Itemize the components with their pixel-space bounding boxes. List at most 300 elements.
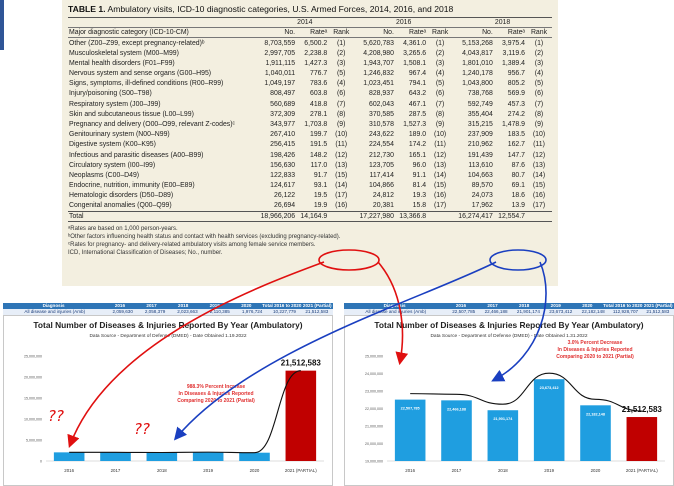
y-tick-label: 23,000,000 bbox=[365, 389, 383, 394]
value-cell: 256,415 bbox=[270, 141, 296, 149]
y-tick-label: 20,000,000 bbox=[365, 442, 383, 446]
data-label: 2,059,630 bbox=[60, 446, 78, 451]
value-cell: 457.3 bbox=[507, 100, 525, 108]
value-cell: (12) bbox=[335, 151, 348, 159]
value-cell: 237,909 bbox=[467, 131, 493, 139]
value-cell: 122,833 bbox=[270, 171, 296, 179]
value-cell: 147.7 bbox=[507, 151, 525, 159]
value-cell: (5) bbox=[337, 70, 346, 78]
value-cell: (16) bbox=[335, 202, 348, 210]
value-cell: 1,703.8 bbox=[304, 120, 328, 128]
value-cell: (10) bbox=[335, 131, 348, 139]
chart-subtitle: Data Source - Department of Defense (DMED) - Date Obtained 1.31.2022 bbox=[430, 334, 588, 339]
value-cell: 967.4 bbox=[408, 70, 427, 78]
bar bbox=[147, 453, 178, 461]
value-cell: 1,389.4 bbox=[502, 59, 525, 67]
value-cell: 91.7 bbox=[313, 171, 328, 179]
data-label: 22,507,785 bbox=[400, 406, 420, 411]
value-cell: 1,043,800 bbox=[462, 80, 493, 88]
value-cell: (11) bbox=[434, 141, 446, 149]
handwritten-question-mark: ?? bbox=[48, 407, 64, 425]
value-cell: 198,426 bbox=[270, 151, 296, 159]
value-cell: (8) bbox=[534, 110, 544, 118]
value-cell: 4,043,817 bbox=[462, 49, 493, 57]
value-cell: (16) bbox=[532, 192, 546, 200]
category-cell: Pregnancy and delivery (O00–O99, relevant Z-codes)ᶜ bbox=[69, 120, 235, 128]
x-tick-label: 2021 (PARTIAL) bbox=[625, 468, 658, 473]
value-cell: 12,554.7 bbox=[494, 211, 526, 221]
value-cell: 372,309 bbox=[270, 110, 296, 118]
category-cell: Hematologic disorders (D50–D89) bbox=[69, 192, 174, 200]
category-cell: Digestive system (K00–K95) bbox=[69, 141, 156, 149]
category-cell: Skin and subcutaneous tissue (L00–L99) bbox=[69, 110, 194, 118]
value-cell: 17,962 bbox=[471, 202, 493, 210]
value-cell: (1) bbox=[534, 39, 544, 47]
value-cell: 4,361.0 bbox=[403, 39, 427, 47]
table-row bbox=[68, 181, 552, 191]
data-table-cell: 21,512,583 bbox=[646, 309, 670, 314]
table-row bbox=[68, 68, 552, 78]
value-cell: 93.1 bbox=[313, 182, 328, 190]
value-cell: 212,730 bbox=[369, 151, 394, 159]
data-table-cell: 2,058,379 bbox=[144, 309, 166, 314]
chart-panel-left bbox=[3, 315, 333, 486]
value-cell: 3,975.4 bbox=[502, 39, 525, 47]
value-cell: (12) bbox=[532, 151, 546, 159]
value-cell: 278.1 bbox=[309, 110, 328, 118]
value-cell: (7) bbox=[337, 100, 346, 108]
value-cell: 1,040,011 bbox=[264, 70, 296, 78]
value-cell: 343,977 bbox=[270, 120, 296, 128]
table-row bbox=[68, 170, 552, 180]
no-column-header: No. bbox=[255, 28, 296, 38]
value-cell: (6) bbox=[534, 90, 544, 98]
data-table-header: Diagnosis bbox=[383, 303, 406, 308]
table-row bbox=[68, 160, 552, 170]
ambulatory-visits-table bbox=[68, 17, 552, 222]
value-cell: 3,119.6 bbox=[502, 49, 525, 57]
x-tick-label: 2017 bbox=[110, 468, 121, 473]
value-cell: 17,227,980 bbox=[354, 211, 395, 221]
y-tick-label: 15,000,000 bbox=[24, 396, 42, 401]
data-table-cell: All disease and injuries (Amb) bbox=[24, 309, 86, 314]
value-cell: 104,866 bbox=[369, 182, 394, 190]
x-tick-label: 2020 bbox=[590, 468, 601, 473]
data-label: 2,058,379 bbox=[107, 446, 124, 451]
value-cell: 117.0 bbox=[310, 161, 328, 169]
table-row bbox=[68, 38, 552, 48]
value-cell: 104,663 bbox=[467, 171, 493, 179]
chart-title: Total Number of Diseases & Injuries Reported By Year (Ambulatory) bbox=[33, 320, 303, 330]
bar bbox=[54, 452, 85, 461]
value-cell: (2) bbox=[534, 49, 544, 57]
value-cell: 4,208,980 bbox=[363, 49, 394, 57]
value-cell: 569.9 bbox=[507, 90, 525, 98]
value-cell: (8) bbox=[337, 110, 346, 118]
category-cell: Nervous system and sense organs (G00–H95) bbox=[69, 70, 212, 78]
table-row bbox=[68, 89, 552, 99]
value-cell: 956.7 bbox=[507, 70, 525, 78]
data-table-cell: All disease and injuries (Amb) bbox=[365, 309, 427, 314]
value-cell: 13,366.8 bbox=[395, 211, 427, 221]
value-cell: 1,508.1 bbox=[403, 59, 427, 67]
rank-column-header: Rank bbox=[328, 28, 354, 38]
data-table-cell: 2,059,630 bbox=[112, 309, 133, 314]
value-cell: 199.7 bbox=[309, 131, 328, 139]
value-cell: 603.8 bbox=[309, 90, 328, 98]
value-cell: (5) bbox=[534, 80, 544, 88]
table-row bbox=[68, 58, 552, 68]
value-cell: 19.5 bbox=[313, 192, 328, 200]
x-tick-label: 2020 bbox=[249, 468, 260, 473]
value-cell: 117,414 bbox=[369, 171, 394, 179]
category-cell: Signs, symptoms, ill-defined conditions (R00–R99) bbox=[69, 80, 224, 88]
value-cell: 210,962 bbox=[467, 141, 493, 149]
table-row bbox=[68, 201, 552, 211]
data-table-header: 2020 bbox=[241, 303, 252, 308]
value-cell: (14) bbox=[532, 171, 546, 179]
annotation-text: In Diseases & Injuries Reported bbox=[178, 391, 254, 397]
value-cell: (9) bbox=[337, 120, 346, 128]
chart-left bbox=[4, 316, 332, 485]
value-cell: 89,570 bbox=[471, 182, 493, 190]
bar bbox=[100, 452, 131, 461]
x-tick-label: 2021 (PARTIAL) bbox=[284, 468, 317, 473]
footnote: ICD, International Classification of Diseases; No., number. bbox=[68, 249, 223, 256]
value-cell: (4) bbox=[435, 70, 445, 78]
category-column-header: Major diagnostic category (ICD-10-CM) bbox=[68, 28, 255, 38]
value-cell: 69.1 bbox=[511, 182, 525, 190]
data-table-header: 2018 bbox=[178, 303, 189, 308]
value-cell: (10) bbox=[532, 131, 546, 139]
value-cell: (12) bbox=[433, 151, 447, 159]
value-cell: 828,937 bbox=[369, 90, 394, 98]
data-label: 21,512,583 bbox=[280, 358, 321, 368]
category-cell: Respiratory system (J00–J99) bbox=[69, 100, 161, 108]
value-cell: 14,164.9 bbox=[296, 211, 328, 221]
annotation-text: 988.3% Percent Increase bbox=[186, 384, 246, 390]
x-tick-label: 2016 bbox=[64, 468, 75, 473]
value-cell: 18,966,206 bbox=[255, 211, 296, 221]
chart-right bbox=[345, 316, 673, 485]
data-table-header: 2016 bbox=[455, 303, 467, 308]
footnote: ᵇOther factors influencing health status and contact with health services (excluding pregnancy-related). bbox=[68, 233, 341, 240]
annotation-text: Comparing 2020 to 2021 (Partial) bbox=[556, 354, 634, 360]
bar bbox=[627, 417, 658, 461]
value-cell: 2,238.8 bbox=[304, 49, 328, 57]
value-cell: 80.7 bbox=[511, 171, 525, 179]
value-cell bbox=[526, 211, 552, 221]
data-table-header: 2016 bbox=[114, 303, 126, 308]
value-cell: 467.1 bbox=[408, 100, 427, 108]
table-row bbox=[68, 140, 552, 150]
value-cell: (17) bbox=[433, 202, 447, 210]
value-cell: (15) bbox=[433, 182, 447, 190]
category-cell: Total bbox=[68, 211, 255, 221]
value-cell: 1,049,197 bbox=[264, 80, 296, 88]
rank-column-header: Rank bbox=[526, 28, 552, 38]
annotation-text: Comparing 2020 to 2021 (Partial) bbox=[177, 398, 255, 404]
left-accent-strip bbox=[0, 0, 4, 50]
rank-column-header: Rank bbox=[427, 28, 453, 38]
data-table-cell: 10,227,779 bbox=[273, 309, 296, 314]
table-row bbox=[68, 99, 552, 109]
annotation-text: In Diseases & Injuries Reported bbox=[557, 347, 633, 353]
value-cell: (9) bbox=[435, 120, 445, 128]
chart-panel-right bbox=[344, 315, 674, 486]
value-cell: (15) bbox=[335, 171, 348, 179]
value-cell: 243,622 bbox=[369, 131, 394, 139]
value-cell: 783.6 bbox=[309, 80, 328, 88]
value-cell: 1,246,832 bbox=[363, 70, 394, 78]
value-cell: 91.1 bbox=[412, 171, 427, 179]
handwritten-question-mark: ?? bbox=[134, 420, 150, 438]
y-tick-label: 25,000,000 bbox=[24, 354, 42, 359]
value-cell: 592,749 bbox=[467, 100, 493, 108]
value-cell: (6) bbox=[435, 90, 445, 98]
value-cell: 738,768 bbox=[467, 90, 493, 98]
data-table-header: 2021 (Partial) bbox=[643, 303, 673, 308]
value-cell: 24,073 bbox=[471, 192, 493, 200]
value-cell: 287.5 bbox=[408, 110, 427, 118]
table-footnotes bbox=[68, 225, 552, 257]
value-cell: 1,023,451 bbox=[363, 80, 394, 88]
y-tick-label: 10,000,000 bbox=[24, 417, 42, 422]
data-table-header: 2019 bbox=[550, 303, 561, 308]
data-table-header: Total 2016 to 2020 bbox=[262, 303, 302, 308]
value-cell: 19.9 bbox=[313, 202, 328, 210]
bar bbox=[286, 371, 317, 461]
y-tick-label: 21,000,000 bbox=[365, 424, 383, 429]
footnote: ᵃRates are based on 1,000 person-years. bbox=[68, 225, 178, 232]
year-header: 2018 bbox=[453, 18, 552, 28]
value-cell: 5,620,783 bbox=[363, 39, 394, 47]
value-cell: (7) bbox=[534, 100, 544, 108]
value-cell: (11) bbox=[335, 141, 348, 149]
data-table-header: Total 2016 to 2020 bbox=[603, 303, 643, 308]
no-column-header: No. bbox=[354, 28, 395, 38]
table-row bbox=[68, 119, 552, 129]
value-cell: (10) bbox=[433, 131, 447, 139]
category-cell: Neoplasms (C00–D49) bbox=[69, 171, 140, 179]
value-cell: 113,610 bbox=[468, 161, 493, 169]
y-tick-label: 19,000,000 bbox=[365, 459, 383, 464]
table-row bbox=[68, 79, 552, 89]
table-row bbox=[68, 191, 552, 201]
value-cell: (4) bbox=[337, 80, 346, 88]
value-cell: 602,043 bbox=[369, 100, 394, 108]
icd10-table bbox=[62, 0, 558, 286]
value-cell: 1,427.3 bbox=[304, 59, 328, 67]
data-table-cell: 21,512,583 bbox=[305, 309, 329, 314]
x-tick-label: 2019 bbox=[203, 468, 214, 473]
value-cell: 189.0 bbox=[408, 131, 427, 139]
trend-line bbox=[69, 371, 301, 453]
value-cell: 148.2 bbox=[309, 151, 328, 159]
value-cell: 794.1 bbox=[408, 80, 427, 88]
data-table-header: 2020 bbox=[582, 303, 593, 308]
value-cell: 1,801,010 bbox=[462, 59, 493, 67]
category-cell: Genitourinary system (N00–N99) bbox=[69, 131, 170, 139]
bar bbox=[239, 453, 270, 461]
value-cell: (16) bbox=[433, 192, 447, 200]
category-cell: Other (Z00–Z99, except pregnancy-related)ᵇ bbox=[69, 39, 205, 47]
value-cell: (13) bbox=[433, 161, 447, 169]
value-cell: 24,812 bbox=[372, 192, 394, 200]
data-label: 1,976,724 bbox=[246, 446, 263, 451]
data-table-header: Diagnosis bbox=[42, 303, 65, 308]
value-cell: 174.2 bbox=[408, 141, 427, 149]
footnote: ᶜRates for pregnancy- and delivery-related ambulatory visits among female service members. bbox=[68, 241, 316, 248]
value-cell: 418.8 bbox=[309, 100, 328, 108]
value-cell: (17) bbox=[335, 192, 348, 200]
y-tick-label: 5,000,000 bbox=[26, 438, 42, 443]
bar bbox=[534, 379, 565, 461]
data-table-header: 2019 bbox=[209, 303, 220, 308]
value-cell: (1) bbox=[337, 39, 346, 47]
data-table-cell: 22,466,188 bbox=[484, 309, 508, 314]
y-tick-label: 22,000,000 bbox=[365, 407, 383, 411]
value-cell: 191,439 bbox=[467, 151, 493, 159]
y-tick-label: 0 bbox=[40, 459, 42, 464]
value-cell: 643.2 bbox=[408, 90, 427, 98]
value-cell: 1,911,115 bbox=[265, 59, 296, 67]
value-cell: (14) bbox=[433, 171, 447, 179]
value-cell: 560,689 bbox=[270, 100, 296, 108]
data-label: 2,110,385 bbox=[199, 446, 217, 451]
data-label: 23,673,412 bbox=[539, 386, 559, 391]
value-cell: (5) bbox=[435, 80, 445, 88]
value-cell: (1) bbox=[435, 39, 445, 47]
rate-column-header: Rateᵃ bbox=[494, 28, 526, 38]
value-cell: 15.8 bbox=[412, 202, 427, 210]
value-cell: (14) bbox=[335, 182, 348, 190]
bar bbox=[193, 452, 224, 461]
chart-subtitle: Data Source - Department of Defense (DMED) - Date Obtained 1.19.2022 bbox=[89, 334, 247, 339]
category-cell: Infectious and parasitic diseases (A00–B99) bbox=[69, 151, 204, 159]
x-tick-label: 2019 bbox=[544, 468, 555, 473]
value-cell: (17) bbox=[532, 202, 546, 210]
value-cell: 355,404 bbox=[467, 110, 493, 118]
value-cell: (13) bbox=[532, 161, 546, 169]
value-cell: 5,153,268 bbox=[462, 39, 493, 47]
year-header: 2016 bbox=[354, 18, 453, 28]
value-cell: (6) bbox=[337, 90, 346, 98]
x-tick-label: 2018 bbox=[156, 468, 167, 473]
rate-column-header: Rateᵃ bbox=[395, 28, 427, 38]
value-cell: (15) bbox=[532, 182, 546, 190]
data-table-cell: 112,928,707 bbox=[612, 309, 639, 314]
x-tick-label: 2018 bbox=[497, 468, 508, 473]
table-row bbox=[68, 150, 552, 160]
value-cell: 1,478.9 bbox=[502, 120, 525, 128]
value-cell: 96.0 bbox=[412, 161, 427, 169]
value-cell: 310,578 bbox=[369, 120, 394, 128]
data-table-cell: 22,507,785 bbox=[452, 309, 476, 314]
data-table-header: 2021 (Partial) bbox=[302, 303, 332, 308]
value-cell: 20,381 bbox=[372, 202, 394, 210]
data-label: 21,901,174 bbox=[493, 417, 513, 422]
table-row bbox=[68, 211, 552, 221]
data-label: 21,512,583 bbox=[621, 405, 662, 415]
y-tick-label: 24,000,000 bbox=[365, 372, 383, 376]
value-cell: 808,497 bbox=[270, 90, 296, 98]
value-cell: 315,215 bbox=[467, 120, 493, 128]
category-cell: Mental health disorders (F01–F99) bbox=[69, 59, 175, 67]
value-cell: 18.6 bbox=[511, 192, 525, 200]
value-cell: 124,617 bbox=[270, 182, 296, 190]
data-table-cell: 21,901,174 bbox=[516, 309, 540, 314]
data-table-header: 2017 bbox=[146, 303, 157, 308]
value-cell: 191.5 bbox=[309, 141, 328, 149]
category-cell: Injury/poisoning (S00–T98) bbox=[69, 90, 152, 98]
value-cell: 1,240,178 bbox=[462, 70, 493, 78]
data-table-header: 2017 bbox=[487, 303, 498, 308]
value-cell: 183.5 bbox=[507, 131, 525, 139]
value-cell: 2,997,705 bbox=[264, 49, 296, 57]
value-cell: 267,410 bbox=[270, 131, 296, 139]
value-cell: 16,274,417 bbox=[453, 211, 494, 221]
value-cell: 805.2 bbox=[507, 80, 525, 88]
data-label: 2,023,663 bbox=[153, 446, 171, 451]
value-cell: 19.3 bbox=[412, 192, 427, 200]
chart-title: Total Number of Diseases & Injuries Reported By Year (Ambulatory) bbox=[374, 320, 644, 330]
data-table-cell: 2,110,385 bbox=[209, 309, 230, 314]
table-row bbox=[68, 109, 552, 119]
value-cell: 162.7 bbox=[507, 141, 525, 149]
value-cell: 165.1 bbox=[408, 151, 427, 159]
value-cell: 156,630 bbox=[270, 161, 296, 169]
value-cell: (4) bbox=[534, 70, 544, 78]
value-cell bbox=[427, 211, 453, 221]
x-tick-label: 2016 bbox=[405, 468, 416, 473]
value-cell: (3) bbox=[337, 59, 346, 67]
table-row bbox=[68, 48, 552, 58]
value-cell bbox=[328, 211, 354, 221]
table-row bbox=[68, 130, 552, 140]
y-tick-label: 20,000,000 bbox=[24, 375, 42, 380]
value-cell: 123,705 bbox=[369, 161, 394, 169]
value-cell: 13.9 bbox=[511, 202, 525, 210]
value-cell: (9) bbox=[534, 120, 544, 128]
rate-column-header: Rateᵃ bbox=[296, 28, 328, 38]
value-cell: 776.7 bbox=[309, 70, 328, 78]
value-cell: (7) bbox=[435, 100, 445, 108]
value-cell: (13) bbox=[335, 161, 348, 169]
data-label: 22,466,188 bbox=[446, 407, 467, 412]
table-title: TABLE 1. Ambulatory visits, ICD-10 diagnostic categories, U.S. Armed Forces, 2014, 2016, and 2018 bbox=[68, 4, 454, 14]
value-cell: (2) bbox=[435, 49, 445, 57]
value-cell: 26,122 bbox=[274, 192, 296, 200]
annotation-text: 3.0% Percent Decrease bbox=[567, 340, 623, 346]
value-cell: 26,694 bbox=[274, 202, 296, 210]
x-tick-label: 2017 bbox=[451, 468, 462, 473]
data-table-cell: 22,182,148 bbox=[581, 309, 605, 314]
value-cell: (11) bbox=[533, 141, 545, 149]
data-label: 22,182,148 bbox=[585, 412, 606, 417]
value-cell: 1,527.3 bbox=[403, 120, 427, 128]
y-tick-label: 25,000,000 bbox=[365, 354, 383, 359]
table-corner bbox=[68, 18, 255, 28]
value-cell: 370,585 bbox=[369, 110, 394, 118]
value-cell: (8) bbox=[435, 110, 445, 118]
value-cell: 6,500.2 bbox=[304, 39, 328, 47]
data-table-cell: 1,976,724 bbox=[241, 309, 263, 314]
year-header: 2014 bbox=[255, 18, 354, 28]
value-cell: (3) bbox=[534, 59, 544, 67]
value-cell: 81.4 bbox=[412, 182, 427, 190]
category-cell: Circulatory system (I00–I99) bbox=[69, 161, 156, 169]
